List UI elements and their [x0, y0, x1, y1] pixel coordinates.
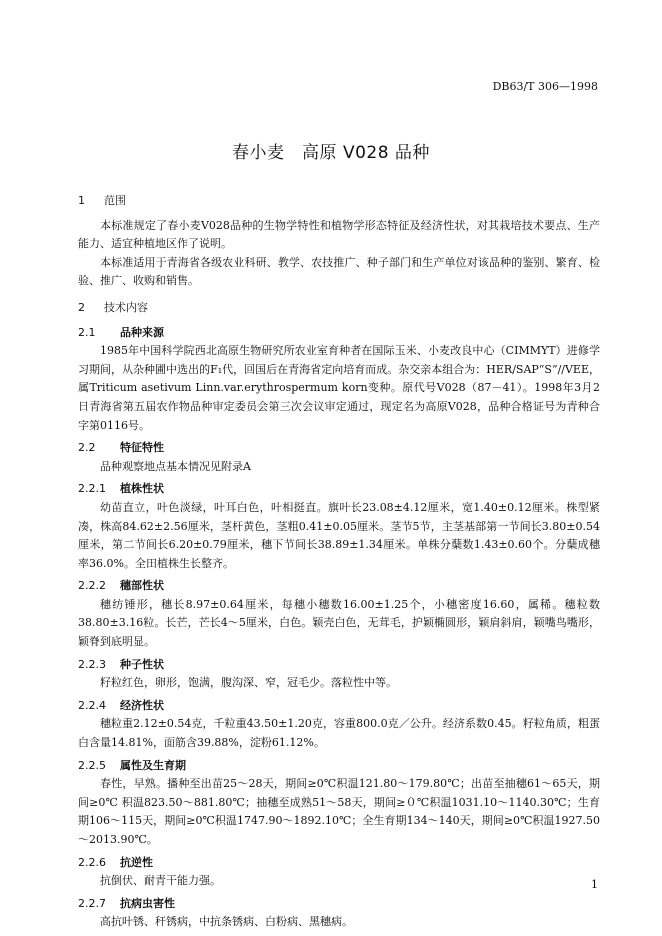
subsection-label: 属性及生育期	[120, 758, 186, 772]
paragraph: 1985年中国科学院西北高原生物研究所农业室育种者在国际玉米、小麦改良中心（CIMMYT）进修学习期间，从杂种圃中选出的F₁代，回国后在青海省定向培育而成。杂交亲本组合为：HER/SAP“S”//VEE，属Triticum asetivum Linn.var.erythrospermum korn变种。原代号V028（87－41）。1998年3月2日青海省第五届农作物品种审定委员会第三次会议审定通过，现定名为高原V028，品种合格证号为青种合字第0116号。	[78, 344, 600, 432]
subsection-number: 2.2.7	[78, 896, 106, 910]
subsection-number: 2.1	[78, 325, 96, 339]
subsection-heading	[78, 480, 600, 499]
paragraph: 穗粒重2.12±0.54克，千粒重43.50±1.20克，容重800.0克／公升。经济系数0.45。籽粒角质，粗蛋白含量14.81%，面筋含39.88%，淀粉61.12%。	[78, 717, 600, 750]
subsection-number: 2.2.5	[78, 758, 106, 772]
subsection-heading	[78, 697, 600, 716]
document-number: DB63/T 306—1998	[492, 80, 598, 93]
section-number: 1	[78, 194, 85, 207]
section-number: 2	[78, 300, 85, 314]
paragraph: 本标准规定了春小麦V028品种的生物学特性和植物学形态特征及经济性状，对其栽培技术要点、生产能力、适宜种植地区作了说明。	[78, 218, 600, 251]
subsection-number: 2.2.2	[78, 579, 106, 593]
section-heading	[78, 192, 600, 211]
subsection-label: 种子性状	[120, 657, 164, 671]
section-label: 范围	[104, 194, 126, 207]
page-number: 1	[591, 878, 598, 891]
subsection-label: 特征特性	[120, 441, 164, 455]
subsection-label: 抗逆性	[120, 855, 153, 869]
subsection-label: 植株性状	[120, 482, 164, 496]
subsection-label: 经济性状	[120, 698, 164, 712]
subsection-heading	[78, 577, 600, 596]
subsection-number: 2.2.3	[78, 657, 106, 671]
subsection-heading	[78, 757, 600, 776]
subsection-heading	[78, 324, 600, 343]
section-heading	[78, 299, 600, 318]
paragraph: 抗倒伏、耐青干能力强。	[100, 874, 221, 888]
document-title: 春小麦 高原 V028 品种	[232, 143, 430, 163]
subsection-number: 2.2.1	[78, 482, 106, 496]
subsection-label: 穗部性状	[120, 579, 164, 593]
subsection-number: 2.2.6	[78, 855, 106, 869]
section-label: 技术内容	[104, 300, 148, 314]
paragraph: 本标准适用于青海省各级农业科研、教学、农技推广、种子部门和生产单位对该品种的鉴别、繁育、检验、推广、收购和销售。	[78, 255, 600, 288]
subsection-heading	[78, 895, 600, 914]
subsection-heading	[78, 854, 600, 873]
paragraph: 幼苗直立，叶色淡绿，叶耳白色，叶相挺直。旗叶长23.08±4.12厘米，宽1.40±0.12厘米。株型紧凑，株高84.62±2.56厘米，茎杆黄色，茎粗0.41±0.05厘米。茎节5节，主茎基部第一节间长3.80±0.54厘米，第二节间长6.20±0.79厘米，穗下节间长38.89±1.34厘米。单株分蘖数1.43±0.60个。分蘖成穗率36.0%。全田植株生长整齐。	[78, 500, 600, 570]
subsection-label: 品种来源	[120, 325, 164, 339]
subsection-label: 抗病虫害性	[120, 896, 175, 910]
subsection-heading	[78, 656, 600, 675]
subsection-number: 2.2	[78, 441, 96, 455]
paragraph: 高抗叶锈、秆锈病，中抗条锈病、白粉病、黑穗病。	[100, 915, 353, 929]
subsection-heading	[78, 439, 600, 458]
paragraph: 籽粒红色，卵形，饱满，腹沟深、窄，冠毛少。落粒性中等。	[100, 676, 397, 690]
paragraph: 春性，早熟。播种至出苗25～28天，期间≥0℃积温121.80～179.80℃；出苗至抽穗61～65天，期间≥0℃ 积温823.50～881.80℃；抽穗至成熟51～58天，期间≥０℃积温1031.10～1140.30℃；生育期106～115天，期间≥0℃积温1747.90～1892.10℃；全生育期134～140天，期间≥0℃积温1927.50～2013.90℃。	[78, 777, 600, 846]
document-body	[78, 192, 600, 932]
paragraph: 穗纺锤形，穗长8.97±0.64厘米，每穗小穗数16.00±1.25个，小穗密度16.60，属稀。穗粒数38.80±3.16粒。长芒，芒长4～5厘米，白色。颖壳白色，无茸毛，护颖椭圆形，颖肩斜肩，颖嘴鸟嘴形，颖脊到底明显。	[78, 597, 600, 649]
paragraph: 品种观察地点基本情况见附录A	[100, 459, 251, 473]
subsection-number: 2.2.4	[78, 698, 106, 712]
